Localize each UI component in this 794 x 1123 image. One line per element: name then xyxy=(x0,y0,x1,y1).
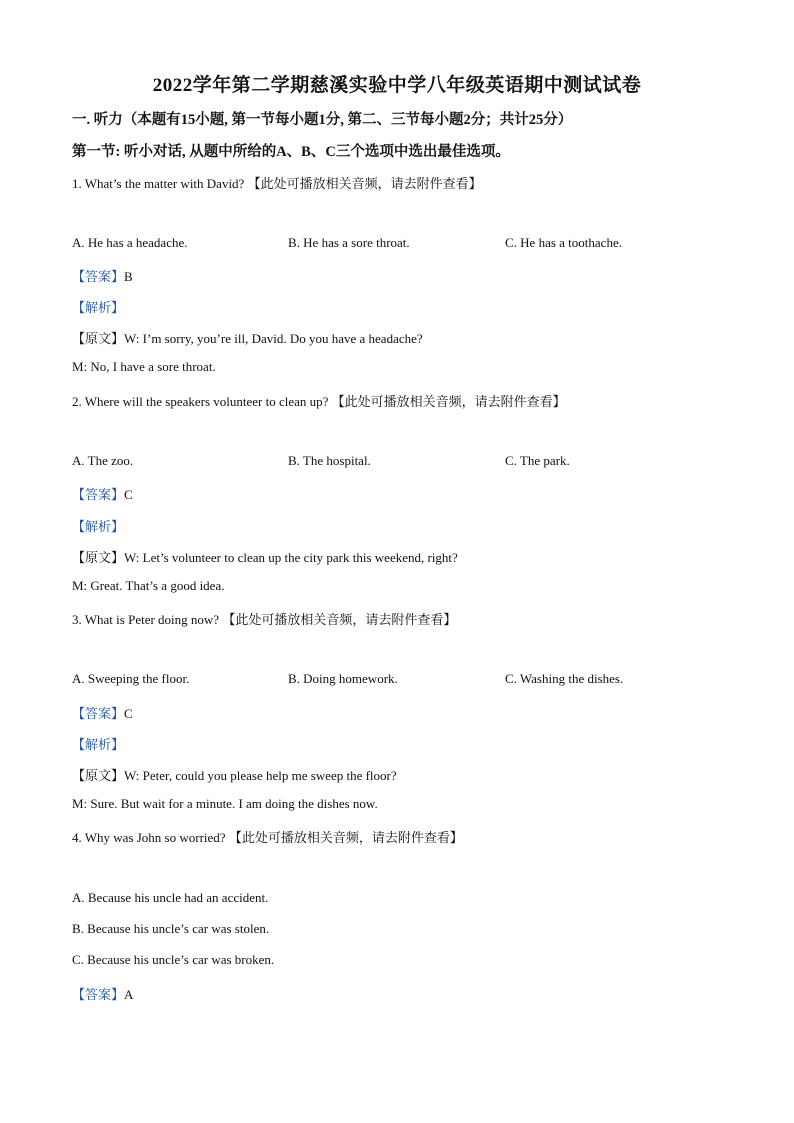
transcript-w: W: Peter, could you please help me sweep the floor? xyxy=(124,768,397,783)
analysis-label: 【解析】 xyxy=(72,519,125,534)
option-a: A. The zoo. xyxy=(72,453,134,468)
answer-value: A xyxy=(124,987,134,1002)
transcript-label: 【原文】 xyxy=(72,768,125,783)
transcript-label: 【原文】 xyxy=(72,550,125,565)
transcript-m: M: Great. That’s a good idea. xyxy=(72,578,225,593)
transcript-line xyxy=(72,765,397,784)
option-b: B. He has a sore throat. xyxy=(288,235,410,250)
answer-line xyxy=(72,484,133,503)
question-stem: 4. Why was John so worried? 【此处可播放相关音频，请去附件查看】 xyxy=(72,830,463,845)
analysis-label: 【解析】 xyxy=(72,300,125,315)
transcript-line xyxy=(72,328,423,347)
answer-value: B xyxy=(124,269,133,284)
transcript-label: 【原文】 xyxy=(72,331,125,346)
analysis-label: 【解析】 xyxy=(72,737,125,752)
question-stem: 3. What is Peter doing now? 【此处可播放相关音频，请去附件查看】 xyxy=(72,612,457,627)
answer-line xyxy=(72,984,133,1003)
transcript-w: W: Let’s volunteer to clean up the city park this weekend, right? xyxy=(124,550,458,565)
option-c: C. The park. xyxy=(505,453,570,468)
transcript-m: M: Sure. But wait for a minute. I am doing the dishes now. xyxy=(72,796,378,811)
option-c: C. Washing the dishes. xyxy=(505,671,624,686)
answer-label: 【答案】 xyxy=(72,487,125,502)
question-stem: 2. Where will the speakers volunteer to clean up? 【此处可播放相关音频，请去附件查看】 xyxy=(72,394,566,409)
option-a: A. Sweeping the floor. xyxy=(72,671,190,686)
transcript-m: M: No, I have a sore throat. xyxy=(72,359,216,374)
answer-value: C xyxy=(124,487,133,502)
section-heading: 一. 听力（本题有15小题, 第一节每小题1分, 第二、三节每小题2分；共计25分） xyxy=(72,112,573,128)
answer-label: 【答案】 xyxy=(72,706,125,721)
answer-line xyxy=(72,703,133,722)
option-b: B. The hospital. xyxy=(288,453,371,468)
option-c: C. Because his uncle’s car was broken. xyxy=(72,952,275,967)
option-c: C. He has a toothache. xyxy=(505,235,622,250)
option-b: B. Doing homework. xyxy=(288,671,398,686)
option-a: A. He has a headache. xyxy=(72,235,188,250)
subsection-heading: 第一节: 听小对话, 从题中所给的A、B、C三个选项中选出最佳选项。 xyxy=(72,144,510,160)
transcript-line xyxy=(72,547,458,566)
option-a: A. Because his uncle had an accident. xyxy=(72,890,269,905)
page-title: 2022学年第二学期慈溪实验中学八年级英语期中测试试卷 xyxy=(152,75,642,96)
transcript-w: W: I’m sorry, you’re ill, David. Do you have a headache? xyxy=(124,331,423,346)
answer-line xyxy=(72,266,133,285)
answer-label: 【答案】 xyxy=(72,987,125,1002)
option-b: B. Because his uncle’s car was stolen. xyxy=(72,921,270,936)
question-stem: 1. What’s the matter with David? 【此处可播放相关音频，请去附件查看】 xyxy=(72,176,482,191)
answer-value: C xyxy=(124,706,133,721)
answer-label: 【答案】 xyxy=(72,269,125,284)
